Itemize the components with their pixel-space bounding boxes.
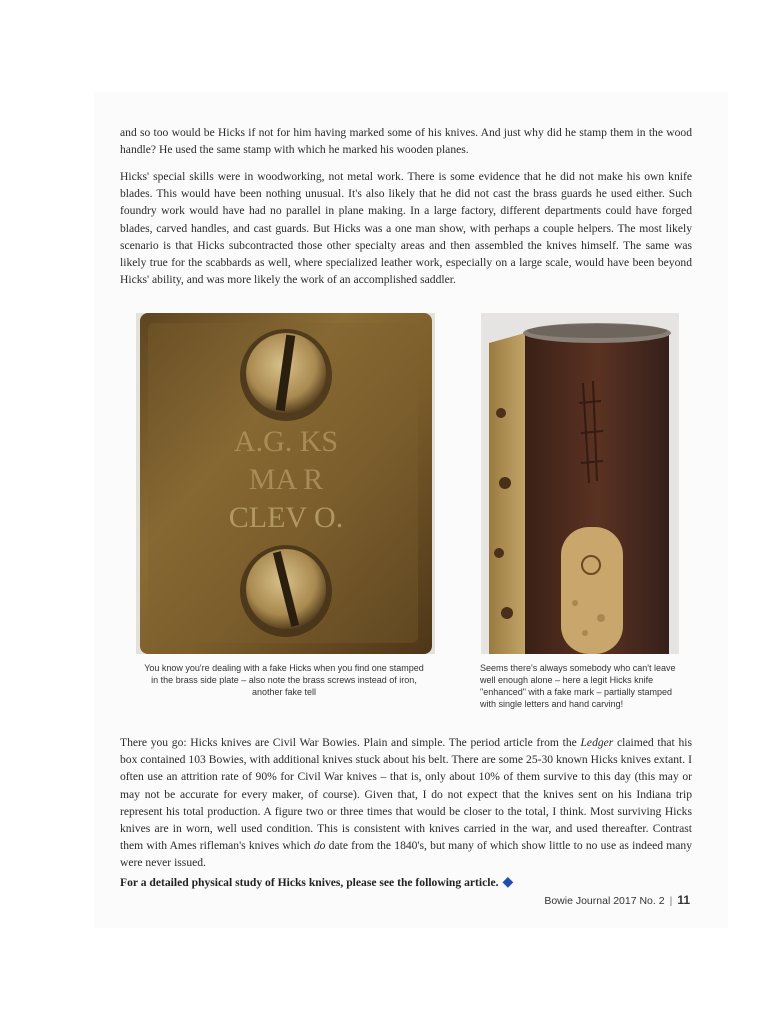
closing-text: For a detailed physical study of Hicks knives, please see the following article. (120, 876, 499, 889)
brass-side-plate-photo (136, 313, 435, 654)
emphasis-do: do (313, 839, 326, 853)
paragraph-3-part-b: claimed that his box contained 103 Bowies, with additional knives stuck about his belt. There are some 25-30 known Hicks knives extant. I often use an attrition rate of 90% for Civil War knives – that is, only about 10% of them survive to this day (this may or may not be accurate for every maker, of course). Given that, I do not expect that the knives sent on his Indiana trip represent his total production. A figure two or three times that would be closer to the total, I think. Most surviving Hicks knives are in worn, well used condition. This is consistent with knives carried in the war, and used thereafter. Contrast them with Ames rifleman's knives which (120, 736, 692, 853)
right-photo-caption: Seems there's always somebody who can't leave well enough alone – here a legit Hicks knife "enhanced" with a fake mark – partially stamped with single letters and hand carving! (480, 663, 676, 709)
stamp-line-3: CLEV O. (228, 501, 344, 534)
paragraph-2: Hicks' special skills were in woodworking, not metal work. There is some evidence that he did not make his own knife blades. This would have been nothing unusual. It's also likely that he did not cast the brass guards he used either. Such foundry work would have had no parallel in plane making. In a large factory, different departments could have forged blades, carved handles, and cast guards. But Hicks was a one man show, with perhaps a couple helpers. The most likely scenario is that Hicks subcontracted those other specialty areas and then assembled the knives himself. The same was likely true for the scabbards as well, where specialized leather work, especially on a large scale, would have been beyond Hicks' ability, and was more likely the work of an accomplished saddler. (120, 170, 692, 287)
journal-name: Bowie Journal 2017 No. 2 (544, 895, 665, 907)
stamp-line-2: MA R (248, 463, 324, 496)
page-footer (544, 893, 690, 907)
diamond-icon: ◆ (502, 875, 514, 890)
ledger-title: Ledger (580, 736, 614, 749)
page-number: 11 (677, 893, 690, 907)
paragraph-3-part-c: date from the 1840's, but many of which show little to no use as indeed many were never issued. (120, 839, 693, 870)
knife-handle-photo (481, 313, 679, 654)
stamp-line-1: A.G. KS (233, 425, 339, 458)
left-photo-caption: You know you're dealing with a fake Hicks when you find one stamped in the brass side plate – also note the brass screws instead of iron, another fake tell (144, 663, 424, 697)
footer-separator: | (669, 895, 673, 907)
paragraph-3 (120, 734, 692, 872)
paragraph-1: and so too would be Hicks if not for him having marked some of his knives. And just why did he stamp them in the wood handle? He used the same stamp with which he marked his wooden planes. (120, 126, 692, 157)
paragraph-3-part-a: There you go: Hicks knives are Civil War Bowies. Plain and simple. The period article from the (120, 736, 581, 749)
closing-line (120, 874, 513, 891)
